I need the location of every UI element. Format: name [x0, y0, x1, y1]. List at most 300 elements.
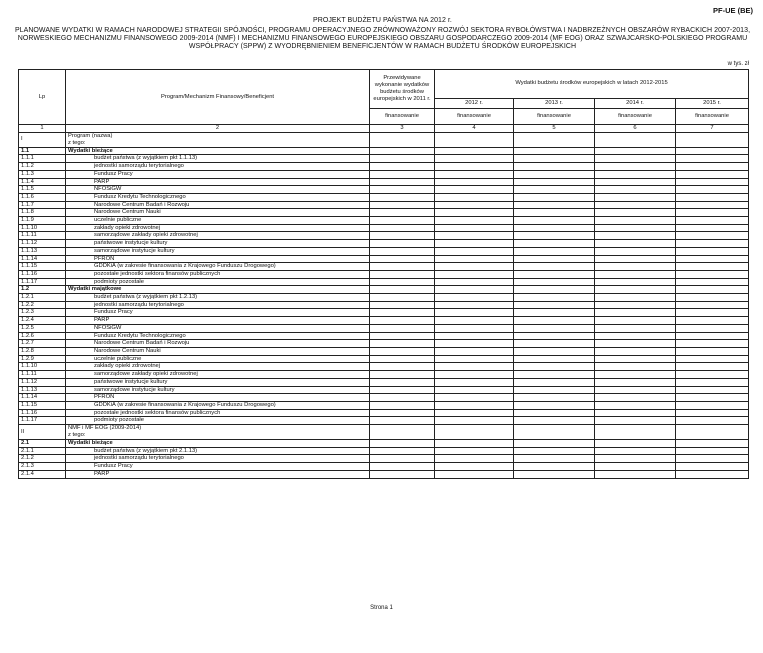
row-name: PFRON	[66, 255, 370, 263]
value-cell	[370, 278, 435, 286]
row-name: budżet państwa (z wyjątkiem pkt 2.1.13)	[66, 447, 370, 455]
value-cell	[514, 470, 595, 478]
row-name: Wydatki bieżące	[66, 147, 370, 155]
value-cell	[514, 463, 595, 471]
value-cell	[514, 447, 595, 455]
col-number: 4	[435, 125, 514, 133]
value-cell	[514, 324, 595, 332]
value-cell	[676, 240, 749, 248]
value-cell	[595, 224, 676, 232]
value-cell	[435, 425, 514, 440]
table-row	[19, 386, 749, 394]
value-cell	[595, 132, 676, 147]
value-cell	[595, 217, 676, 225]
value-cell	[514, 163, 595, 171]
value-cell	[595, 409, 676, 417]
header-year-2015: 2015 r.	[676, 98, 749, 108]
value-cell	[514, 240, 595, 248]
row-name: Fundusz Kredytu Technologicznego	[66, 332, 370, 340]
value-cell	[676, 301, 749, 309]
value-cell	[676, 425, 749, 440]
value-cell	[676, 294, 749, 302]
table-row	[19, 301, 749, 309]
value-cell	[435, 240, 514, 248]
row-lp: 2.1.3	[19, 463, 66, 471]
value-cell	[370, 270, 435, 278]
row-lp: 1.2.9	[19, 355, 66, 363]
value-cell	[435, 147, 514, 155]
header-expected: Przewidywane wykonanie wydatków budżetu środków europejskich w 2011 r.	[370, 70, 435, 109]
value-cell	[435, 193, 514, 201]
value-cell	[676, 417, 749, 425]
value-cell	[514, 270, 595, 278]
value-cell	[514, 425, 595, 440]
col-number: 6	[595, 125, 676, 133]
value-cell	[676, 224, 749, 232]
value-cell	[370, 155, 435, 163]
value-cell	[514, 132, 595, 147]
value-cell	[370, 455, 435, 463]
value-cell	[676, 340, 749, 348]
table-row	[19, 294, 749, 302]
row-lp: 1.1.9	[19, 217, 66, 225]
value-cell	[370, 301, 435, 309]
value-cell	[676, 363, 749, 371]
value-cell	[514, 255, 595, 263]
row-lp: 1.2.4	[19, 317, 66, 325]
value-cell	[435, 363, 514, 371]
table-row	[19, 440, 749, 448]
value-cell	[595, 378, 676, 386]
value-cell	[435, 224, 514, 232]
value-cell	[435, 201, 514, 209]
row-lp: 1.1.2	[19, 163, 66, 171]
table-row	[19, 255, 749, 263]
value-cell	[595, 347, 676, 355]
value-cell	[676, 324, 749, 332]
table-row	[19, 147, 749, 155]
column-numbers-row	[19, 125, 749, 133]
table-row	[19, 347, 749, 355]
value-cell	[435, 463, 514, 471]
table-row	[19, 217, 749, 225]
table-row	[19, 163, 749, 171]
row-name: GDDKiA (w zakresie finansowania z Krajowego Funduszu Drogowego)	[66, 401, 370, 409]
row-name: budżet państwa (z wyjątkiem pkt 1.2.13)	[66, 294, 370, 302]
value-cell	[370, 286, 435, 294]
value-cell	[595, 363, 676, 371]
value-cell	[370, 347, 435, 355]
value-cell	[370, 132, 435, 147]
value-cell	[370, 232, 435, 240]
row-name: państwowe instytucje kultury	[66, 240, 370, 248]
value-cell	[595, 170, 676, 178]
value-cell	[370, 217, 435, 225]
row-lp: 1.2.2	[19, 301, 66, 309]
value-cell	[595, 186, 676, 194]
value-cell	[514, 186, 595, 194]
row-name: Fundusz Pracy	[66, 463, 370, 471]
value-cell	[676, 309, 749, 317]
value-cell	[435, 155, 514, 163]
row-name: samorządowe zakłady opieki zdrowotnej	[66, 232, 370, 240]
value-cell	[676, 355, 749, 363]
value-cell	[676, 186, 749, 194]
row-lp: 1.1.14	[19, 255, 66, 263]
value-cell	[435, 178, 514, 186]
table-row	[19, 232, 749, 240]
value-cell	[435, 186, 514, 194]
col-number: 7	[676, 125, 749, 133]
row-name: samorządowe zakłady opieki zdrowotnej	[66, 371, 370, 379]
table-row	[19, 201, 749, 209]
row-name: Narodowe Centrum Badań i Rozwoju	[66, 201, 370, 209]
row-lp: 1.1.11	[19, 371, 66, 379]
value-cell	[370, 240, 435, 248]
value-cell	[514, 386, 595, 394]
value-cell	[676, 193, 749, 201]
value-cell	[370, 394, 435, 402]
value-cell	[514, 209, 595, 217]
value-cell	[595, 440, 676, 448]
table-row	[19, 355, 749, 363]
value-cell	[514, 440, 595, 448]
value-cell	[370, 309, 435, 317]
value-cell	[435, 447, 514, 455]
form-code: PF-UE (BE)	[713, 6, 753, 15]
value-cell	[676, 371, 749, 379]
value-cell	[514, 217, 595, 225]
header-financing: finansowanie	[435, 109, 514, 125]
value-cell	[370, 447, 435, 455]
value-cell	[676, 455, 749, 463]
value-cell	[514, 286, 595, 294]
value-cell	[435, 386, 514, 394]
value-cell	[514, 409, 595, 417]
row-name: PARP	[66, 178, 370, 186]
row-name: NMF i MF EOG (2009-2014) z tego:	[66, 425, 370, 440]
row-lp: 1.1.17	[19, 278, 66, 286]
row-name: NFOŚiGW	[66, 186, 370, 194]
header-financing: finansowanie	[370, 109, 435, 125]
value-cell	[595, 324, 676, 332]
value-cell	[370, 147, 435, 155]
header-lp: Lp	[19, 70, 66, 125]
value-cell	[435, 278, 514, 286]
header-year-2013: 2013 r.	[514, 98, 595, 108]
document-title: PROJEKT BUDŻETU PAŃSTWA NA 2012 r.	[313, 17, 452, 24]
value-cell	[370, 201, 435, 209]
value-cell	[514, 155, 595, 163]
value-cell	[595, 270, 676, 278]
value-cell	[514, 193, 595, 201]
row-lp: 1.2.7	[19, 340, 66, 348]
value-cell	[435, 440, 514, 448]
value-cell	[514, 294, 595, 302]
row-name: PARP	[66, 317, 370, 325]
value-cell	[435, 309, 514, 317]
table-row	[19, 178, 749, 186]
value-cell	[435, 232, 514, 240]
value-cell	[370, 425, 435, 440]
row-name: pozostałe jednostki sektora finansów publicznych	[66, 270, 370, 278]
value-cell	[435, 340, 514, 348]
row-name: budżet państwa (z wyjątkiem pkt 1.1.13)	[66, 155, 370, 163]
unit-label: w tys. zł	[727, 61, 749, 67]
value-cell	[370, 470, 435, 478]
value-cell	[595, 455, 676, 463]
row-name: jednostki samorządu terytorialnego	[66, 163, 370, 171]
value-cell	[676, 386, 749, 394]
row-lp: 1.2.8	[19, 347, 66, 355]
row-name: samorządowe instytucje kultury	[66, 247, 370, 255]
value-cell	[595, 209, 676, 217]
row-name: Narodowe Centrum Nauki	[66, 209, 370, 217]
value-cell	[676, 147, 749, 155]
value-cell	[514, 340, 595, 348]
value-cell	[370, 294, 435, 302]
value-cell	[514, 309, 595, 317]
value-cell	[514, 301, 595, 309]
row-lp: 2.1.4	[19, 470, 66, 478]
table-row	[19, 247, 749, 255]
row-lp: 2.1.2	[19, 455, 66, 463]
value-cell	[370, 209, 435, 217]
row-lp: 1.1.11	[19, 232, 66, 240]
header-financing: finansowanie	[595, 109, 676, 125]
row-name: Wydatki majątkowe	[66, 286, 370, 294]
header-row-1	[19, 70, 749, 99]
value-cell	[435, 401, 514, 409]
row-name: uczelnie publiczne	[66, 355, 370, 363]
row-name: PFRON	[66, 394, 370, 402]
value-cell	[676, 201, 749, 209]
value-cell	[595, 355, 676, 363]
col-number: 2	[66, 125, 370, 133]
value-cell	[676, 332, 749, 340]
value-cell	[595, 240, 676, 248]
value-cell	[370, 170, 435, 178]
table-row	[19, 340, 749, 348]
header-program: Program/Mechanizm Finansowy/Beneficjent	[66, 70, 370, 125]
row-lp: 1.1.12	[19, 378, 66, 386]
row-lp: 1.1.10	[19, 363, 66, 371]
value-cell	[435, 417, 514, 425]
budget-table	[18, 69, 749, 479]
value-cell	[435, 132, 514, 147]
row-name: uczelnie publiczne	[66, 217, 370, 225]
row-lp: 1.2.3	[19, 309, 66, 317]
value-cell	[595, 286, 676, 294]
value-cell	[514, 278, 595, 286]
row-name: państwowe instytucje kultury	[66, 378, 370, 386]
value-cell	[514, 201, 595, 209]
row-name: jednostki samorządu terytorialnego	[66, 455, 370, 463]
row-name: NFOŚiGW	[66, 324, 370, 332]
value-cell	[435, 355, 514, 363]
value-cell	[435, 332, 514, 340]
value-cell	[435, 263, 514, 271]
table-row	[19, 463, 749, 471]
table-row	[19, 270, 749, 278]
value-cell	[676, 409, 749, 417]
value-cell	[514, 401, 595, 409]
value-cell	[370, 371, 435, 379]
value-cell	[514, 263, 595, 271]
value-cell	[676, 470, 749, 478]
value-cell	[370, 355, 435, 363]
value-cell	[435, 270, 514, 278]
value-cell	[435, 217, 514, 225]
table-row	[19, 371, 749, 379]
value-cell	[595, 147, 676, 155]
value-cell	[595, 401, 676, 409]
value-cell	[435, 286, 514, 294]
value-cell	[435, 347, 514, 355]
header-eu-budget: Wydatki budżetu środków europejskich w latach 2012-2015	[435, 70, 749, 99]
value-cell	[435, 294, 514, 302]
value-cell	[435, 317, 514, 325]
value-cell	[595, 340, 676, 348]
table-row	[19, 193, 749, 201]
value-cell	[435, 470, 514, 478]
value-cell	[514, 178, 595, 186]
value-cell	[514, 363, 595, 371]
row-lp: 1.1.16	[19, 409, 66, 417]
row-lp: 2.1	[19, 440, 66, 448]
value-cell	[595, 247, 676, 255]
table-row	[19, 455, 749, 463]
table-row	[19, 332, 749, 340]
table-row	[19, 286, 749, 294]
table-row	[19, 324, 749, 332]
table-row	[19, 378, 749, 386]
table-row	[19, 425, 749, 440]
value-cell	[676, 317, 749, 325]
table-row	[19, 209, 749, 217]
row-name: samorządowe instytucje kultury	[66, 386, 370, 394]
header-financing: finansowanie	[514, 109, 595, 125]
value-cell	[435, 209, 514, 217]
table-row	[19, 470, 749, 478]
value-cell	[435, 455, 514, 463]
value-cell	[514, 147, 595, 155]
header-year-2014: 2014 r.	[595, 98, 676, 108]
row-lp: 1.1.8	[19, 209, 66, 217]
row-lp: 2.1.1	[19, 447, 66, 455]
value-cell	[595, 317, 676, 325]
row-name: zakłady opieki zdrowotnej	[66, 224, 370, 232]
value-cell	[370, 163, 435, 171]
row-lp: 1.2	[19, 286, 66, 294]
value-cell	[676, 263, 749, 271]
row-lp: 1.1.12	[19, 240, 66, 248]
value-cell	[595, 201, 676, 209]
value-cell	[676, 209, 749, 217]
value-cell	[370, 178, 435, 186]
value-cell	[595, 394, 676, 402]
value-cell	[595, 386, 676, 394]
value-cell	[514, 232, 595, 240]
value-cell	[370, 463, 435, 471]
value-cell	[595, 193, 676, 201]
row-name: Fundusz Pracy	[66, 309, 370, 317]
row-name: Program (nazwa) z tego:	[66, 132, 370, 147]
header-year-2012: 2012 r.	[435, 98, 514, 108]
row-lp: 1.1	[19, 147, 66, 155]
table-row	[19, 278, 749, 286]
header-financing: finansowanie	[676, 109, 749, 125]
value-cell	[370, 224, 435, 232]
value-cell	[370, 386, 435, 394]
value-cell	[595, 155, 676, 163]
table-row	[19, 394, 749, 402]
value-cell	[370, 186, 435, 194]
row-lp: 1.1.6	[19, 193, 66, 201]
value-cell	[370, 401, 435, 409]
row-lp: 1.1.5	[19, 186, 66, 194]
row-lp: 1.1.7	[19, 201, 66, 209]
value-cell	[370, 317, 435, 325]
row-name: Fundusz Pracy	[66, 170, 370, 178]
table-row	[19, 170, 749, 178]
value-cell	[676, 178, 749, 186]
value-cell	[595, 463, 676, 471]
table-row	[19, 317, 749, 325]
value-cell	[676, 378, 749, 386]
value-cell	[676, 132, 749, 147]
value-cell	[514, 371, 595, 379]
value-cell	[676, 217, 749, 225]
value-cell	[435, 247, 514, 255]
value-cell	[370, 324, 435, 332]
value-cell	[435, 255, 514, 263]
table-row	[19, 263, 749, 271]
table-row	[19, 224, 749, 232]
value-cell	[435, 371, 514, 379]
row-lp: 1.1.14	[19, 394, 66, 402]
value-cell	[435, 409, 514, 417]
value-cell	[435, 324, 514, 332]
value-cell	[514, 417, 595, 425]
value-cell	[514, 170, 595, 178]
value-cell	[595, 278, 676, 286]
table-row	[19, 186, 749, 194]
row-lp: I	[19, 132, 66, 147]
row-lp: 1.1.4	[19, 178, 66, 186]
value-cell	[676, 155, 749, 163]
value-cell	[595, 371, 676, 379]
value-cell	[370, 193, 435, 201]
value-cell	[370, 255, 435, 263]
value-cell	[595, 309, 676, 317]
row-lp: 1.1.13	[19, 386, 66, 394]
col-number: 5	[514, 125, 595, 133]
value-cell	[676, 440, 749, 448]
row-name: Wydatki bieżące	[66, 440, 370, 448]
row-lp: 1.1.3	[19, 170, 66, 178]
table-row	[19, 132, 749, 147]
value-cell	[595, 332, 676, 340]
row-name: Narodowe Centrum Badań i Rozwoju	[66, 340, 370, 348]
row-lp: 1.1.16	[19, 270, 66, 278]
row-lp: 1.2.1	[19, 294, 66, 302]
row-name: podmioty pozostałe	[66, 417, 370, 425]
row-name: Fundusz Kredytu Technologicznego	[66, 193, 370, 201]
value-cell	[676, 394, 749, 402]
value-cell	[435, 301, 514, 309]
value-cell	[595, 301, 676, 309]
